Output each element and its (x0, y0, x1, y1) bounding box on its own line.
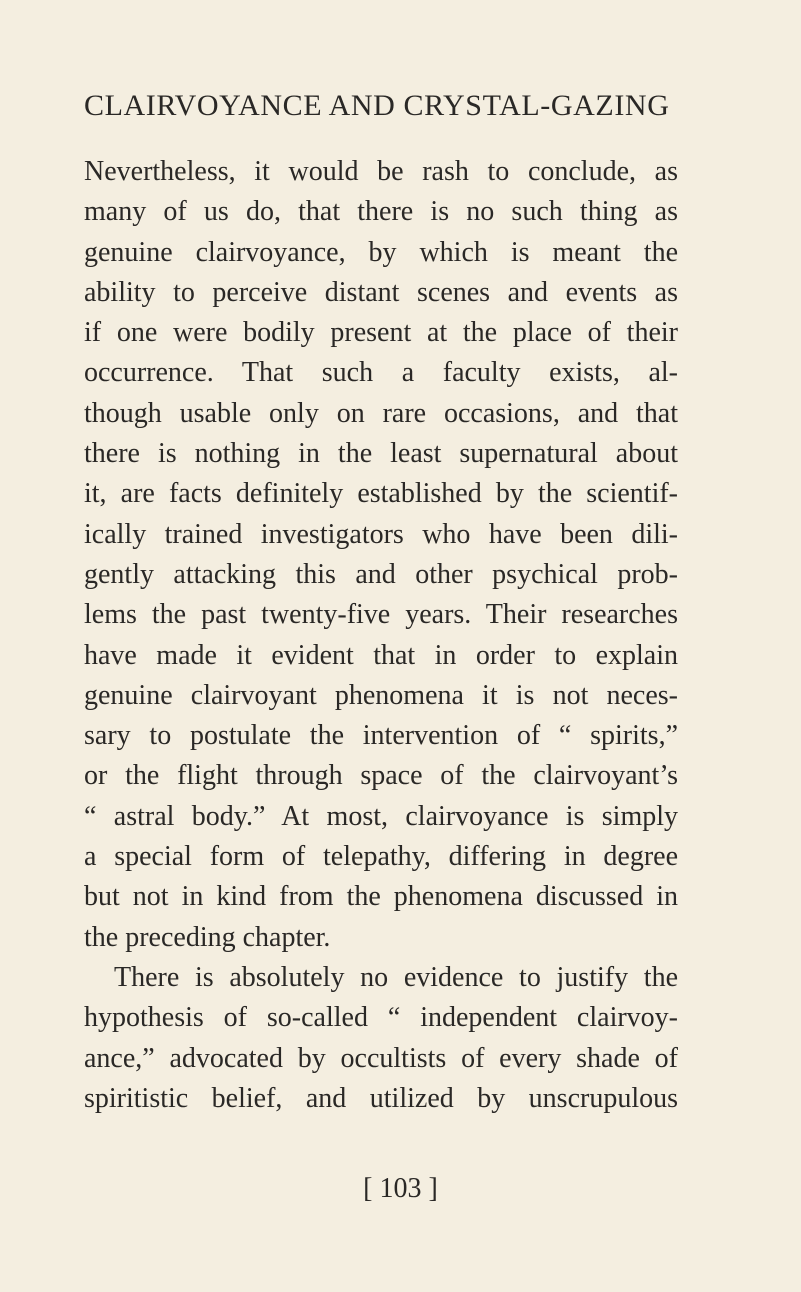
text-line: but not in kind from the phenomena discussed in (84, 881, 678, 913)
text-line: “ astral body.” At most, clairvoyance is simply (84, 800, 678, 832)
text-line: lems the past twenty-five years. Their researches (84, 599, 678, 631)
text-line: genuine clairvoyance, by which is meant the (84, 236, 678, 268)
paragraph-1 (84, 152, 678, 958)
text-line: a special form of telepathy, differing in degree (84, 841, 678, 873)
text-line: ability to perceive distant scenes and events as (84, 276, 678, 308)
body-text (84, 152, 678, 1119)
paragraph-2 (84, 958, 678, 1119)
text-line: hypothesis of so-called “ independent clairvoy- (84, 1002, 678, 1034)
text-line: have made it evident that in order to explain (84, 639, 678, 671)
text-line: or the flight through space of the clairvoyant’s (84, 760, 678, 792)
text-line: ance,” advocated by occultists of every shade of (84, 1042, 678, 1074)
text-line: genuine clairvoyant phenomena it is not neces- (84, 679, 678, 711)
text-line: occurrence. That such a faculty exists, al- (84, 357, 678, 389)
text-line: Nevertheless, it would be rash to conclude, as (84, 156, 678, 187)
text-line: there is nothing in the least supernatural about (84, 438, 678, 470)
text-line: ically trained investigators who have been dili- (84, 518, 678, 550)
text-line: spiritistic belief, and utilized by unscrupulous (84, 1082, 678, 1114)
page-number: [ 103 ] (363, 1173, 438, 1204)
text-line: There is absolutely no evidence to justify the (114, 961, 678, 993)
text-line: it, are facts definitely established by the scientif- (84, 478, 678, 510)
text-line: gently attacking this and other psychical prob- (84, 558, 678, 590)
text-line: the preceding chapter. (84, 921, 331, 953)
text-line: if one were bodily present at the place of their (84, 317, 678, 349)
text-line: though usable only on rare occasions, and that (84, 397, 678, 429)
text-line: many of us do, that there is no such thing as (84, 196, 678, 228)
text-line: sary to postulate the intervention of “ spirits,” (84, 720, 678, 752)
running-title: CLAIRVOYANCE AND CRYSTAL-GAZING (84, 89, 670, 122)
